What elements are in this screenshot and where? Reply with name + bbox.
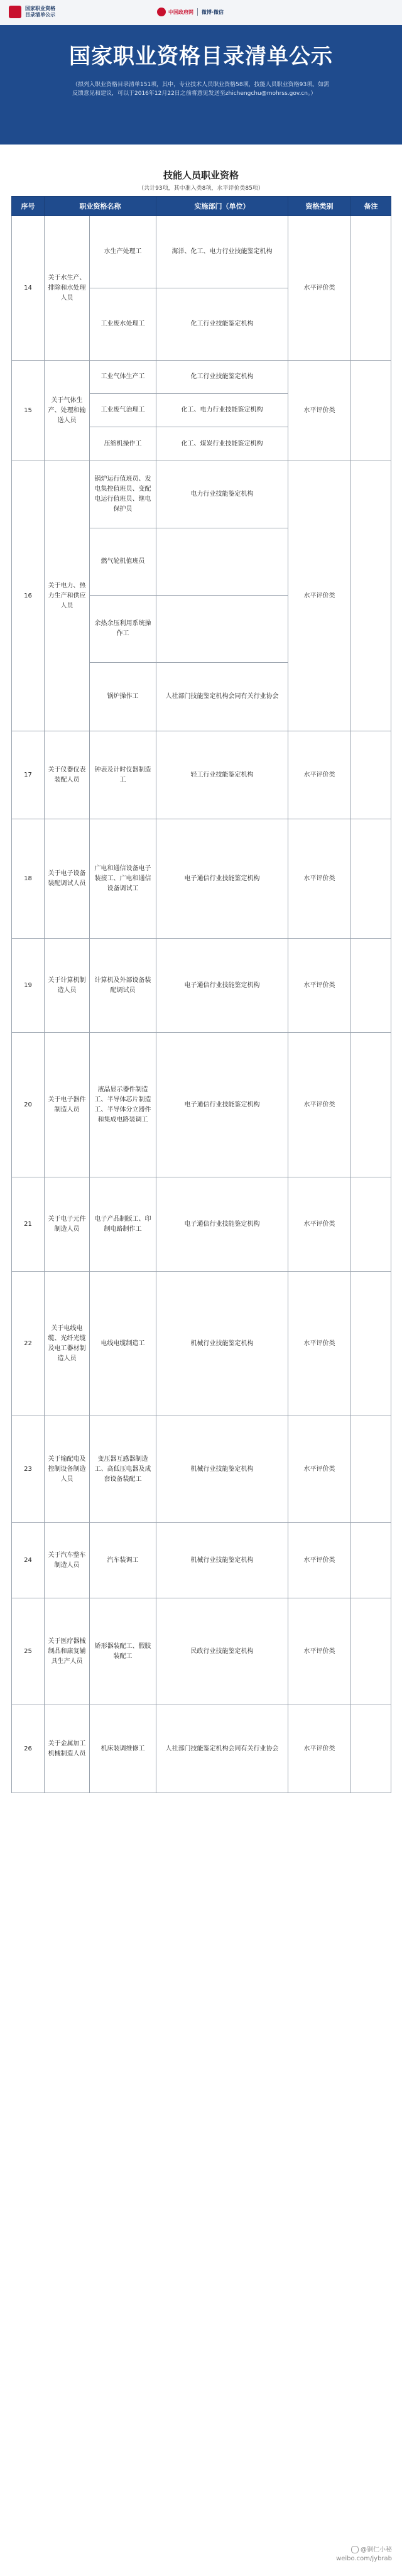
remark (351, 461, 391, 731)
hrss-logo (9, 6, 55, 18)
job-name: 余热余压利用系统操作工 (90, 596, 156, 663)
qualification-type: 水平评价类 (288, 731, 351, 819)
watermark (336, 2546, 392, 2563)
category-name: 关于汽车整车制造人员 (45, 1523, 90, 1598)
category-name: 关于计算机制造人员 (45, 939, 90, 1033)
gov-logo (157, 8, 224, 16)
row-number: 19 (12, 939, 45, 1033)
qualification-type: 水平评价类 (288, 1598, 351, 1705)
gov-logo-subtext: 微博·微信 (202, 9, 224, 15)
department: 机械行业技能鉴定机构 (156, 1523, 288, 1598)
job-name: 工业废气治理工 (90, 394, 156, 427)
department: 化工、电力行业技能鉴定机构 (156, 394, 288, 427)
table-row (12, 939, 391, 1033)
department: 民政行业技能鉴定机构 (156, 1598, 288, 1705)
department: 机械行业技能鉴定机构 (156, 1272, 288, 1416)
top-bar (0, 0, 402, 26)
table-row (12, 731, 391, 819)
job-name: 汽车装调工 (90, 1523, 156, 1598)
job-name: 钟表及计时仪器制造工 (90, 731, 156, 819)
row-number: 22 (12, 1272, 45, 1416)
page-title: 国家职业资格目录清单公示 (69, 44, 333, 69)
remark (351, 819, 391, 939)
job-name: 电子产品制版工、印制电路制作工 (90, 1177, 156, 1272)
job-name: 压缩机操作工 (90, 427, 156, 461)
col-header-type: 资格类别 (288, 197, 351, 216)
category-name: 关于水生产、排除和水处理人员 (45, 216, 90, 361)
logo-subtext: 目录清单公示 (25, 12, 55, 18)
qualification-type: 水平评价类 (288, 1177, 351, 1272)
department: 人社部门技能鉴定机构会同有关行业协会 (156, 1705, 288, 1793)
qualification-type: 水平评价类 (288, 1033, 351, 1177)
col-header-dept: 实施部门（单位） (156, 197, 288, 216)
row-number: 16 (12, 461, 45, 731)
qualification-type: 水平评价类 (288, 1416, 351, 1523)
department: 机械行业技能鉴定机构 (156, 1416, 288, 1523)
sheet-subtitle: （共计93项，其中准入类8项，水平评价类85项） (138, 185, 264, 192)
qualification-type: 水平评价类 (288, 216, 351, 361)
department: 电子通信行业技能鉴定机构 (156, 1033, 288, 1177)
table-row (12, 1416, 391, 1523)
qualification-type: 水平评价类 (288, 1523, 351, 1598)
weibo-icon (351, 2546, 359, 2553)
qualification-type: 水平评价类 (288, 1272, 351, 1416)
row-number: 23 (12, 1416, 45, 1523)
row-number: 26 (12, 1705, 45, 1793)
remark (351, 1416, 391, 1523)
department (156, 596, 288, 663)
category-name: 关于电子器件制造人员 (45, 1033, 90, 1177)
table-row (12, 216, 391, 288)
logo-divider (197, 8, 198, 16)
qualification-type: 水平评价类 (288, 361, 351, 461)
department: 电子通信行业技能鉴定机构 (156, 1177, 288, 1272)
remark (351, 1523, 391, 1598)
category-name: 关于电线电缆、光纤光缆及电工器材制造人员 (45, 1272, 90, 1416)
job-name: 工业气体生产工 (90, 361, 156, 394)
category-name: 关于金属加工机械制造人员 (45, 1705, 90, 1793)
row-number: 15 (12, 361, 45, 461)
department: 电子通信行业技能鉴定机构 (156, 819, 288, 939)
job-name: 电线电缆制造工 (90, 1272, 156, 1416)
sheet-title: 技能人员职业资格 (163, 170, 239, 181)
row-number: 17 (12, 731, 45, 819)
department: 电子通信行业技能鉴定机构 (156, 939, 288, 1033)
department: 轻工行业技能鉴定机构 (156, 731, 288, 819)
job-name: 计算机及外部设备装配调试员 (90, 939, 156, 1033)
qualification-type: 水平评价类 (288, 819, 351, 939)
remark (351, 361, 391, 461)
table-row (12, 819, 391, 939)
gov-emblem-icon (157, 8, 166, 16)
remark (351, 1177, 391, 1272)
logo-text: 国家职业资格 (25, 6, 55, 11)
row-number: 21 (12, 1177, 45, 1272)
table-row (12, 1598, 391, 1705)
department: 电力行业技能鉴定机构 (156, 461, 288, 528)
job-name: 广电和通信设备电子装接工、广电和通信设备调试工 (90, 819, 156, 939)
qualification-type: 水平评价类 (288, 461, 351, 731)
category-name: 关于电子元件制造人员 (45, 1177, 90, 1272)
job-name: 水生产处理工 (90, 216, 156, 288)
gov-logo-text: 中国政府网 (168, 9, 193, 15)
remark (351, 1272, 391, 1416)
job-name: 变压器互感器制造工、高低压电器及成套设备装配工 (90, 1416, 156, 1523)
table-body (12, 216, 391, 1793)
row-number: 14 (12, 216, 45, 361)
category-name: 关于电力、热力生产和供应人员 (45, 461, 90, 731)
category-name: 关于医疗器械制品和康复辅具生产人员 (45, 1598, 90, 1705)
job-name: 机床装调维修工 (90, 1705, 156, 1793)
category-name: 关于仪器仪表装配人员 (45, 731, 90, 819)
department: 海洋、化工、电力行业技能鉴定机构 (156, 216, 288, 288)
category-name: 关于气体生产、处理和输送人员 (45, 361, 90, 461)
table-row (12, 361, 391, 394)
row-number: 24 (12, 1523, 45, 1598)
job-name: 液晶显示器件制造工、半导体芯片制造工、半导体分立器件和集成电路装调工 (90, 1033, 156, 1177)
qualification-type: 水平评价类 (288, 1705, 351, 1793)
job-name: 锅炉运行值班员、发电集控值班员、变配电运行值班员、继电保护员 (90, 461, 156, 528)
department: 化工行业技能鉴定机构 (156, 288, 288, 361)
department: 人社部门技能鉴定机构会同有关行业协会 (156, 663, 288, 731)
remark (351, 1705, 391, 1793)
table-row (12, 1705, 391, 1793)
row-number: 20 (12, 1033, 45, 1177)
table-row (12, 1033, 391, 1177)
department (156, 528, 288, 596)
row-number: 18 (12, 819, 45, 939)
col-header-no: 序号 (12, 197, 45, 216)
department: 化工、煤炭行业技能鉴定机构 (156, 427, 288, 461)
category-name: 关于电子设备装配调试人员 (45, 819, 90, 939)
col-header-name: 职业资格名称 (45, 197, 156, 216)
table-header-row (12, 197, 391, 216)
watermark-handle: @铜仁小秘 (361, 2546, 392, 2553)
job-name: 燃气轮机值班员 (90, 528, 156, 596)
job-name: 锅炉操作工 (90, 663, 156, 731)
remark (351, 216, 391, 361)
qualification-table (11, 196, 391, 1793)
remark (351, 1033, 391, 1177)
remark (351, 1598, 391, 1705)
job-name: 工业废水处理工 (90, 288, 156, 361)
qualification-type: 水平评价类 (288, 939, 351, 1033)
job-name: 矫形器装配工、假肢装配工 (90, 1598, 156, 1705)
table-row (12, 1523, 391, 1598)
table-row (12, 1177, 391, 1272)
watermark-url: weibo.com/jybrab (336, 2555, 392, 2562)
table-row (12, 461, 391, 528)
department: 化工行业技能鉴定机构 (156, 361, 288, 394)
table-row (12, 1272, 391, 1416)
remark (351, 731, 391, 819)
emblem-icon (9, 6, 21, 18)
category-name: 关于输配电及控制设备制造人员 (45, 1416, 90, 1523)
banner-note: （拟列入职业资格目录清单151项，其中，专业技术人员职业资格58项，技能人员职业资格93项。如需反馈意见和建议，可以于2016年12月22日之前将意见发送至zhichengchu@mohrss.gov.cn。） (72, 82, 330, 97)
remark (351, 939, 391, 1033)
row-number: 25 (12, 1598, 45, 1705)
col-header-remark: 备注 (351, 197, 391, 216)
